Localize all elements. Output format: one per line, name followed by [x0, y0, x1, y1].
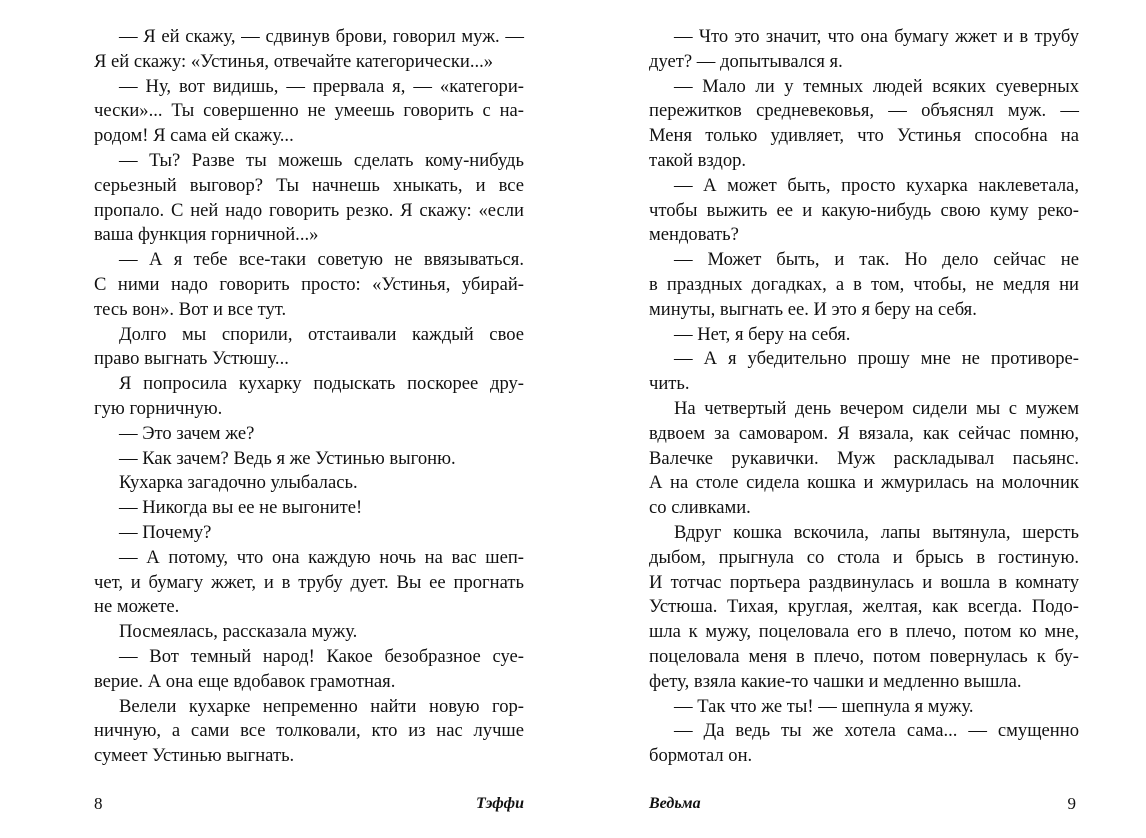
text-line: со сливками. — [649, 497, 751, 519]
text-line: чет, и бумагу жжет, и в трубу дует. Вы ее прогнать — [94, 571, 524, 593]
text-line: — Да ведь ты же хотела сама... — смущенно — [674, 720, 1079, 742]
text-line: Меня только удивляет, что Устинья способна на — [649, 125, 1079, 147]
text-line: вдвоем за самоваром. Я вязала, как сейчас помню, — [649, 422, 1079, 444]
text-line: — Так что же ты! — шепнула я мужу. — [674, 695, 974, 717]
text-line: — Может быть, и так. Но дело сейчас не — [674, 249, 1079, 271]
text-line: — А может быть, просто кухарка наклеветала, — [674, 174, 1079, 196]
text-line: Валечке рукавички. Муж раскладывал пасьянс. — [649, 447, 1079, 469]
text-line: в праздных догадках, а в том, чтобы, не медля ни — [649, 273, 1079, 295]
text-line: серьезный выговор? Ты начнешь хныкать, и все — [94, 174, 524, 196]
text-line: пропало. С ней надо говорить резко. Я скажу: «если — [94, 199, 524, 221]
text-line: Устюша. Тихая, круглая, желтая, как всегда. Подо- — [649, 596, 1079, 618]
text-line: — Почему? — [119, 521, 212, 543]
text-line: — Что это значит, что она бумагу жжет и в трубу — [674, 26, 1079, 47]
left-running-head: Тэффи — [475, 795, 524, 812]
text-line: ваша функция горничной...» — [94, 224, 319, 246]
text-line: — Мало ли у темных людей всяких суеверных — [674, 75, 1079, 97]
text-line: — Вот темный народ! Какое безобразное суе- — [119, 645, 524, 667]
text-line: Кухарка загадочно улыбалась. — [119, 472, 358, 494]
text-line: А на столе сидела кошка и жмурилась на молочник — [649, 472, 1079, 494]
text-line: Я попросила кухарку подыскать поскорее дру- — [119, 373, 524, 395]
text-line: — Нет, я беру на себя. — [674, 323, 851, 345]
left-page-text — [94, 25, 524, 769]
text-line: — А я убедительно прошу мне не противоре- — [674, 348, 1079, 370]
text-line: мендовать? — [649, 224, 739, 246]
text-line: ничную, а сами все толковали, кто из нас лучше — [94, 720, 524, 742]
text-line: верие. А она еще вдобавок грамотная. — [94, 670, 396, 692]
text-line: Посмеялась, рассказала мужу. — [119, 621, 358, 643]
text-line: — Ну, вот видишь, — прервала я, — «категори- — [119, 75, 524, 97]
text-line: И тотчас портьера раздвинулась и вошла в комнату — [649, 571, 1079, 593]
left-page-number: 8 — [94, 794, 103, 813]
text-line: фету, взяла какие-то чашки и медленно вышла. — [649, 670, 1022, 692]
text-line: — Никогда вы ее не выгоните! — [119, 497, 363, 519]
text-line: С ними надо говорить просто: «Устинья, убирай- — [94, 273, 524, 295]
text-line: гую горничную. — [94, 397, 223, 419]
text-line: Вдруг кошка вскочила, лапы вытянула, шерсть — [674, 521, 1079, 543]
text-line: — А я тебе все-таки советую не ввязываться. — [119, 249, 524, 271]
text-line: тесь вон». Вот и все тут. — [94, 298, 287, 320]
text-line: дует? — допытывался я. — [649, 50, 843, 72]
text-line: право выгнать Устюшу... — [94, 348, 289, 370]
right-page-text — [649, 25, 1079, 769]
right-running-head: Ведьма — [649, 795, 701, 812]
text-line: — Ты? Разве ты можешь сделать кому-нибудь — [119, 149, 524, 171]
text-line: такой вздор. — [649, 149, 747, 171]
text-line: Велели кухарке непременно найти новую гор- — [119, 695, 524, 717]
text-line: родом! Я сама ей скажу... — [94, 125, 294, 147]
text-line: поцеловала меня в плечо, потом повернулась к бу- — [649, 645, 1079, 667]
text-line: чить. — [649, 373, 690, 395]
text-line: — Как зачем? Ведь я же Устинью выгоню. — [119, 447, 456, 469]
text-line: Долго мы спорили, отстаивали каждый свое — [119, 323, 524, 345]
text-line: сумеет Устинью выгнать. — [94, 745, 295, 767]
text-line: не можете. — [94, 596, 180, 618]
text-line: — Я ей скажу, — сдвинув брови, говорил муж. — — [119, 26, 524, 47]
text-line: пережитков средневековья, — объяснял муж. — — [649, 100, 1079, 122]
text-line: — Это зачем же? — [119, 422, 255, 444]
text-line: дыбом, прыгнула со стола и брысь в гостиную. — [649, 546, 1079, 568]
right-page-number: 9 — [1067, 794, 1076, 813]
text-line: чески»... Ты совершенно не умеешь говорить с на- — [94, 100, 524, 122]
text-line: бормотал он. — [649, 745, 753, 767]
text-line: минуты, выгнать ее. И это я беру на себя. — [649, 298, 977, 320]
text-line: На четвертый день вечером сидели мы с мужем — [674, 397, 1079, 419]
text-line: чтобы выжить ее и какую-нибудь свою куму реко- — [649, 199, 1079, 221]
text-line: Я ей скажу: «Устинья, отвечайте категорически...» — [94, 50, 494, 72]
text-line: шла к мужу, поцеловала его в плечо, потом ко мне, — [649, 621, 1079, 643]
text-line: — А потому, что она каждую ночь на вас шеп- — [119, 546, 524, 568]
